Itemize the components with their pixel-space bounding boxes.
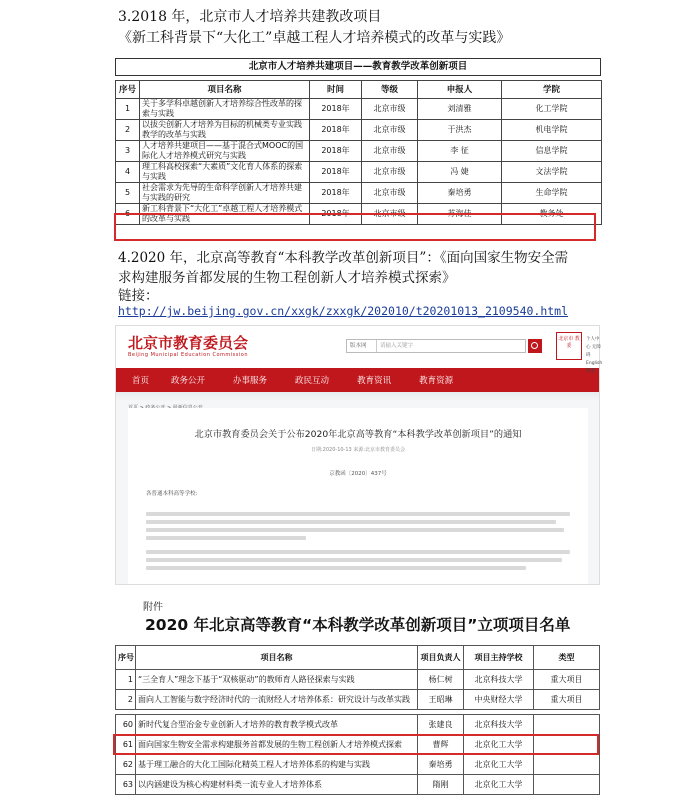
table-header-row <box>116 81 602 99</box>
highlight-box <box>113 734 599 755</box>
website-screenshot <box>115 325 603 585</box>
section4-line1: 4.2020 年，北京高等教育“本科教学改革创新项目”：《面向国家生物安全需 <box>118 250 569 266</box>
blurred-text-line <box>146 550 570 554</box>
utility-links <box>586 336 602 376</box>
cell-project-name: 社会需求为先导的生命科学创新人才培养共建与实践的研究 <box>140 183 310 204</box>
header-applicant: 申报人 <box>418 81 502 99</box>
site-search-input[interactable] <box>346 339 526 353</box>
section4-line2: 求构建服务首都发展的生物工程创新人才培养模式探索》 <box>118 270 456 286</box>
cell-applicant: 秦培勇 <box>418 183 502 204</box>
search-scope-select[interactable]: 版本网 <box>347 340 377 352</box>
site-logo-english: Beijing Municipal Education Commission <box>128 352 248 358</box>
cell-leader: 秦培勇 <box>418 755 464 775</box>
header-year: 时间 <box>310 81 362 99</box>
cell-year: 2018年 <box>310 162 362 183</box>
cell-year: 2018年 <box>310 99 362 120</box>
header-level: 等级 <box>362 81 418 99</box>
cell-college: 信息学院 <box>502 141 602 162</box>
nav-services[interactable]: 办事服务 <box>233 376 268 386</box>
cell-college: 化工学院 <box>502 99 602 120</box>
article-meta: 日期:2020-10-13 来源:北京市教育委员会 <box>310 447 406 453</box>
search-icon[interactable] <box>528 339 542 353</box>
highlight-box <box>114 213 596 241</box>
cell-leader: 张建良 <box>418 715 464 735</box>
header-college: 学院 <box>502 81 602 99</box>
project-table-2018 <box>115 58 601 225</box>
cell-leader: 隋刚 <box>418 775 464 795</box>
cell-index: 1 <box>116 670 136 690</box>
header-project-name: 项目名称 <box>140 81 310 99</box>
cell-level: 北京市级 <box>362 120 418 141</box>
article-addressee: 各普通本科高等学校: <box>146 491 198 497</box>
appendix-label: 附件 <box>143 602 163 613</box>
cell-project-name: 新工科背景下“大化工”卓越工程人才培养模式的改革与实践 <box>140 204 310 225</box>
cell-college: 生命学院 <box>502 183 602 204</box>
blurred-text-line <box>146 536 306 540</box>
blurred-text-line <box>146 558 562 562</box>
table-row <box>116 162 602 183</box>
cell-school: 北京化工大学 <box>464 735 534 755</box>
cell-level: 北京市级 <box>362 99 418 120</box>
nav-news[interactable]: 教育资讯 <box>357 376 392 386</box>
link-label: 链接： <box>118 288 159 304</box>
nav-gov-affairs[interactable]: 政务公开 <box>171 376 206 386</box>
cell-applicant: 冯 婕 <box>418 162 502 183</box>
site-logo[interactable]: 北京市教育委员会 <box>128 334 249 352</box>
cell-project-name: 面向国家生物安全需求构建服务首都发展的生物工程创新人才培养模式探索 <box>136 735 418 755</box>
cell-level: 北京市级 <box>362 141 418 162</box>
cell-project-name: 面向人工智能与数字经济时代的一流财经人才培养体系：研究设计与改革实践 <box>136 690 418 710</box>
cell-school: 北京科技大学 <box>464 715 534 735</box>
seal-logo: 北京市 教委 <box>556 332 582 360</box>
header-type: 类型 <box>534 646 600 670</box>
cell-index: 62 <box>116 755 136 775</box>
cell-index: 1 <box>116 99 140 120</box>
cell-project-name: 关于多学科卓越创新人才培养综合性改革的探索与实践 <box>140 99 310 120</box>
cell-index: 6 <box>116 204 140 225</box>
blurred-text-line <box>146 566 526 570</box>
article-panel <box>128 408 588 584</box>
appendix-title: 2020 年北京高等教育“本科教学改革创新项目”立项项目名单 <box>145 616 571 634</box>
cell-school: 中央财经大学 <box>464 690 534 710</box>
table-row <box>116 670 600 690</box>
cell-year: 2018年 <box>310 204 362 225</box>
utility-link-language[interactable]: English 繁體 <box>586 361 603 374</box>
section3-subtitle: 《新工科背景下“大化工”卓越工程人才培养模式的改革与实践》 <box>118 30 511 46</box>
table-row <box>116 141 602 162</box>
cell-index: 61 <box>116 735 136 755</box>
cell-applicant: 刘清雅 <box>418 99 502 120</box>
cell-school: 北京化工大学 <box>464 755 534 775</box>
header-project-name: 项目名称 <box>136 646 418 670</box>
cell-type <box>534 775 600 795</box>
cell-index: 3 <box>116 141 140 162</box>
cell-type: 重大项目 <box>534 670 600 690</box>
table-header-row <box>116 646 600 670</box>
cell-school: 北京化工大学 <box>464 775 534 795</box>
blurred-text-line <box>146 528 564 532</box>
cell-year: 2018年 <box>310 141 362 162</box>
cell-leader: 王昭琳 <box>418 690 464 710</box>
table-row <box>116 99 602 120</box>
table-banner: 北京市人才培养共建项目——教育教学改革创新项目 <box>115 58 601 76</box>
section3-heading: 3.2018 年，北京市人才培养共建教改项目 <box>118 9 382 25</box>
cell-applicant: 李 征 <box>418 141 502 162</box>
cell-level: 北京市级 <box>362 183 418 204</box>
cell-level: 北京市级 <box>362 204 418 225</box>
header-index: 序号 <box>116 646 136 670</box>
header-leader: 项目负责人 <box>418 646 464 670</box>
header-index: 序号 <box>116 81 140 99</box>
table-row <box>116 183 602 204</box>
cell-index: 63 <box>116 775 136 795</box>
cell-project-name: 新时代复合型冶金专业创新人才培养的教育教学模式改革 <box>136 715 418 735</box>
site-header <box>116 326 603 374</box>
cell-project-name: “三全育人”理念下基于“双核驱动”的教师育人路径探索与实践 <box>136 670 418 690</box>
cell-year: 2018年 <box>310 120 362 141</box>
cell-type <box>534 715 600 735</box>
cell-college: 机电学院 <box>502 120 602 141</box>
cell-project-name: 基于理工融合的大化工国际化精英工程人才培养体系的构建与实践 <box>136 755 418 775</box>
cell-index: 60 <box>116 715 136 735</box>
source-link[interactable]: http://jw.beijing.gov.cn/xxgk/zxxgk/202010/t20201013_2109540.html <box>118 304 569 318</box>
cell-project-name: 以拔尖创新人才培养为目标的机械类专业实践教学的改革与实践 <box>140 120 310 141</box>
cell-project-name: 理工科高校探索“大素质”文化育人体系的探索与实践 <box>140 162 310 183</box>
table-row <box>116 715 600 735</box>
table-row <box>116 755 600 775</box>
site-nav <box>116 368 599 392</box>
nav-home[interactable]: 首页 <box>132 376 150 386</box>
search-placeholder: 请输入关键字 <box>380 343 414 349</box>
cell-index: 5 <box>116 183 140 204</box>
cell-project-name: 人才培养共建项目——基于混合式MOOC的国际化人才培养模式研究与实践 <box>140 141 310 162</box>
cell-college: 教务处 <box>502 204 602 225</box>
article-title: 北京市教育委员会关于公布2020年北京高等教育“本科教学改革创新项目”的通知 <box>194 429 522 440</box>
cell-type <box>534 755 600 775</box>
cell-type: 重大项目 <box>534 690 600 710</box>
blurred-text-line <box>146 512 570 516</box>
document-number: 京教函〔2020〕437号 <box>329 471 387 477</box>
cell-college: 文法学院 <box>502 162 602 183</box>
cell-year: 2018年 <box>310 183 362 204</box>
blurred-text-line <box>146 520 556 524</box>
cell-school: 北京科技大学 <box>464 670 534 690</box>
banner-strip <box>116 392 599 402</box>
table-row <box>116 690 600 710</box>
cell-leader: 杨仁树 <box>418 670 464 690</box>
nav-resources[interactable]: 教育资源 <box>419 376 454 386</box>
nav-interaction[interactable]: 政民互动 <box>295 376 330 386</box>
cell-leader: 曹辉 <box>418 735 464 755</box>
cell-level: 北京市级 <box>362 162 418 183</box>
cell-project-name: 以内涵建设为核心构建材料类一流专业人才培养体系 <box>136 775 418 795</box>
appendix-table-top <box>115 645 600 710</box>
cell-index: 2 <box>116 120 140 141</box>
cell-applicant: 苏海佳 <box>418 204 502 225</box>
table-row <box>116 120 602 141</box>
table-row <box>116 775 600 795</box>
project-table <box>115 80 602 225</box>
cell-index: 4 <box>116 162 140 183</box>
header-school: 项目主持学校 <box>464 646 534 670</box>
cell-index: 2 <box>116 690 136 710</box>
utility-link-personal[interactable]: 个人中心 无障碍 <box>586 337 601 358</box>
cell-applicant: 于洪杰 <box>418 120 502 141</box>
